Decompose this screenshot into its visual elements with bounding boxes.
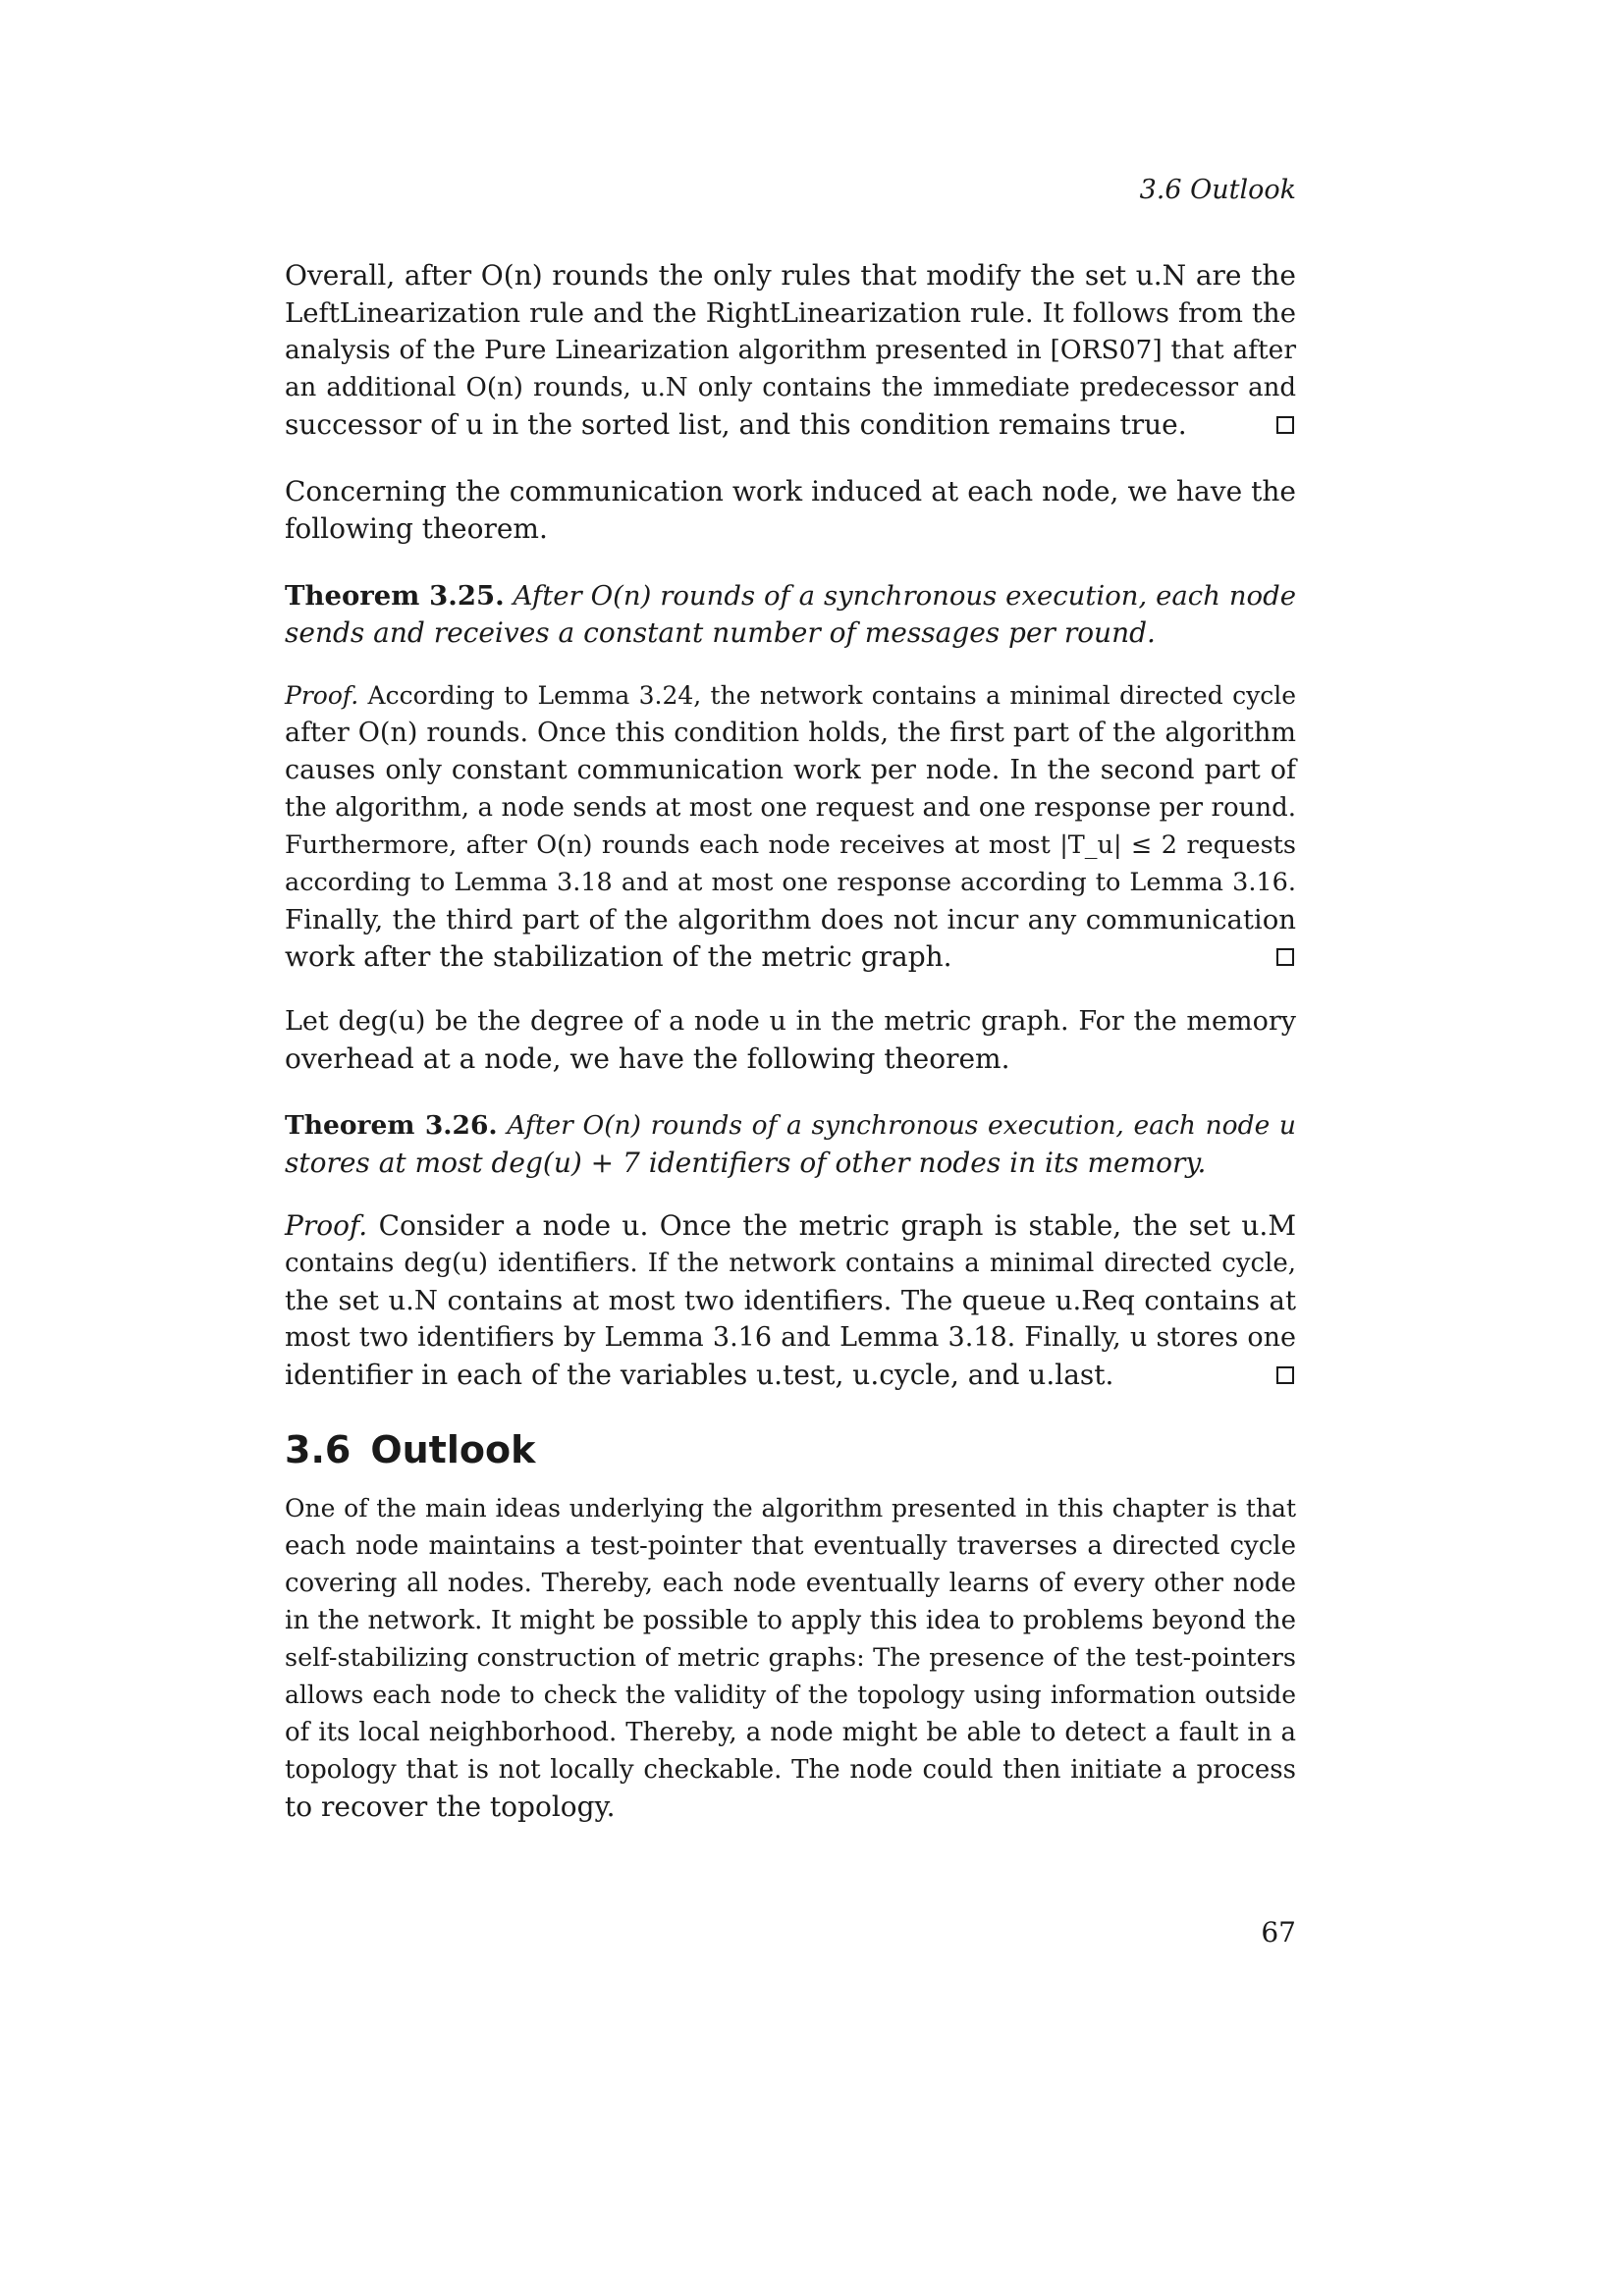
para1-line-2: LeftLinearization rule and the RightLinearization rule. It follows from the — [285, 297, 1296, 329]
proof-1-line-5: Furthermore, after O(n) rounds each node receives at most |T_u| ≤ 2 requests — [285, 830, 1296, 860]
outlook-line-3: covering all nodes. Thereby, each node eventually learns of every other node — [285, 1569, 1296, 1598]
theorem-3-26-label: Theorem 3.26. — [285, 1110, 498, 1141]
proof-1-line-3: causes only constant communication work per node. In the second part of — [285, 755, 1296, 785]
para1-line-1: Overall, after O(n) rounds the only rules that modify the set u.N are the — [285, 259, 1296, 292]
proof-2-line-4: most two identifiers by Lemma 3.16 and Lemma 3.18. Finally, u stores one — [285, 1322, 1296, 1353]
proof-2-line-3: the set u.N contains at most two identifiers. The queue u.Req contains at — [285, 1285, 1296, 1316]
theorem-3-25-line-1 — [285, 577, 1296, 614]
theorem-3-26-line-2: stores at most deg(u) + 7 identifiers of other nodes in its memory. — [285, 1147, 1207, 1179]
para1-line-5: successor of u in the sorted list, and this condition remains true. — [285, 408, 1187, 441]
section-number: 3.6 — [285, 1428, 352, 1471]
qed-symbol — [1276, 416, 1294, 434]
para3-line-2: overhead at a node, we have the following theorem. — [285, 1042, 1010, 1075]
para1-line-4: an additional O(n) rounds, u.N only contains the immediate predecessor and — [285, 373, 1296, 402]
theorem-3-25-label: Theorem 3.25. — [285, 580, 505, 612]
qed-symbol — [1276, 948, 1294, 966]
proof-2-line-2: contains deg(u) identifiers. If the network contains a minimal directed cycle, — [285, 1249, 1296, 1278]
running-head: 3.6 Outlook — [1139, 175, 1296, 205]
outlook-line-7: of its local neighborhood. Thereby, a node might be able to detect a fault in a — [285, 1718, 1296, 1747]
outlook-line-1: One of the main ideas underlying the algorithm presented in this chapter is that — [285, 1494, 1296, 1522]
para2-line-1: Concerning the communication work induced at each node, we have the — [285, 475, 1296, 507]
outlook-line-9: to recover the topology. — [285, 1790, 616, 1823]
proof-1-text-1: According to Lemma 3.24, the network contains a minimal directed cycle — [367, 681, 1296, 710]
theorem-3-25-text-1: After O(n) rounds of a synchronous execution, each node — [513, 580, 1296, 612]
proof-1-label: Proof. — [285, 681, 359, 710]
proof-2-text-1: Consider a node u. Once the metric graph is stable, the set u.M — [378, 1209, 1297, 1242]
outlook-line-2: each node maintains a test-pointer that eventually traverses a directed cycle — [285, 1531, 1296, 1561]
theorem-3-26-line-1 — [285, 1107, 1296, 1145]
proof-2-label: Proof. — [285, 1209, 368, 1242]
proof-1-line-6: according to Lemma 3.18 and at most one response according to Lemma 3.16. — [285, 868, 1296, 897]
proof-2-line-5: identifier in each of the variables u.test, u.cycle, and u.last. — [285, 1359, 1114, 1391]
outlook-line-4: in the network. It might be possible to apply this idea to problems beyond the — [285, 1606, 1296, 1635]
proof-1-line-4: the algorithm, a node sends at most one request and one response per round. — [285, 793, 1296, 823]
outlook-line-8: topology that is not locally checkable. The node could then initiate a process — [285, 1755, 1296, 1785]
para3-line-1: Let deg(u) be the degree of a node u in the metric graph. For the memory — [285, 1006, 1296, 1037]
page-number: 67 — [1261, 1916, 1296, 1949]
section-title: Outlook — [370, 1428, 536, 1471]
theorem-3-26-text-1: After O(n) rounds of a synchronous execution, each node u — [507, 1110, 1296, 1141]
proof-1-line-7: Finally, the third part of the algorithm does not incur any communication — [285, 904, 1296, 935]
theorem-3-25-line-2: sends and receives a constant number of messages per round. — [285, 616, 1156, 649]
proof-1-line-8: work after the stabilization of the metric graph. — [285, 940, 952, 973]
proof-2-line-1 — [285, 1207, 1296, 1245]
section-heading — [285, 1425, 535, 1474]
qed-symbol — [1276, 1366, 1294, 1384]
outlook-line-5: self-stabilizing construction of metric graphs: The presence of the test-pointers — [285, 1643, 1296, 1673]
proof-1-line-2: after O(n) rounds. Once this condition holds, the first part of the algorithm — [285, 718, 1296, 748]
outlook-line-6: allows each node to check the validity of the topology using information outside — [285, 1681, 1296, 1709]
proof-1-line-1 — [285, 677, 1296, 715]
para2-line-2: following theorem. — [285, 512, 548, 545]
para1-line-3: analysis of the Pure Linearization algorithm presented in [ORS07] that after — [285, 335, 1296, 365]
